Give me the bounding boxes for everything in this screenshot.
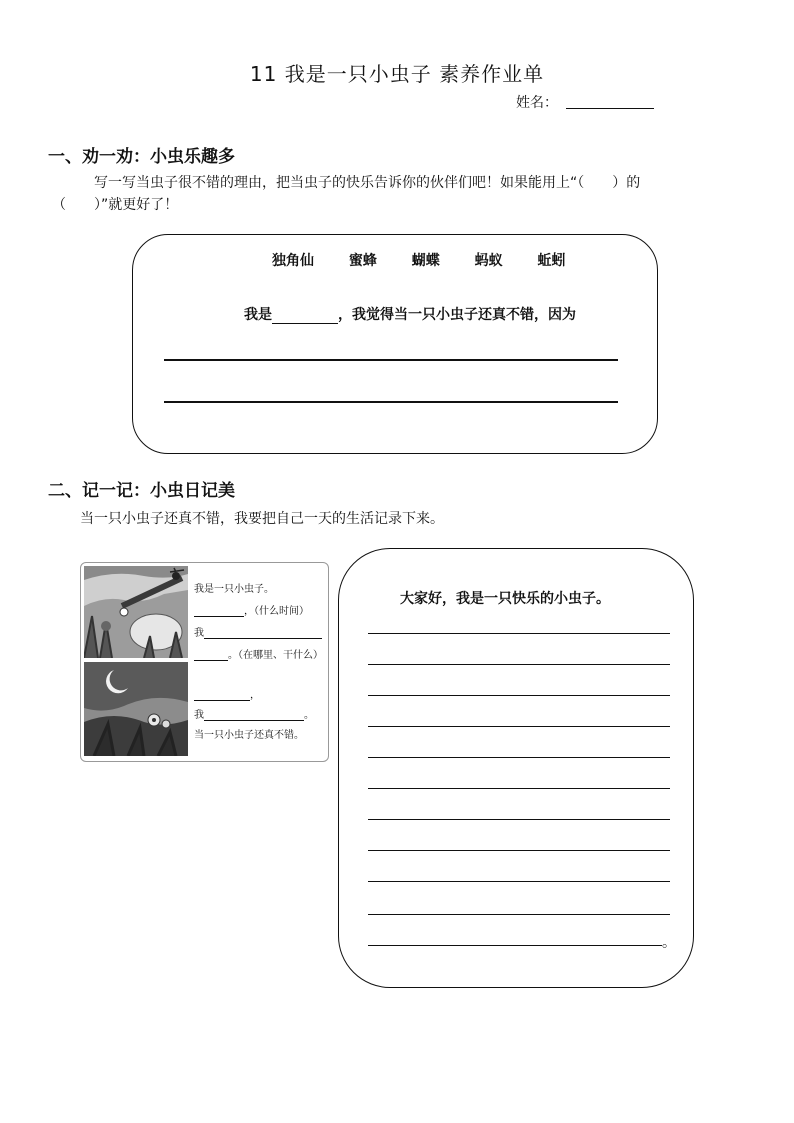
prompt-line3-prefix: 我 xyxy=(194,628,204,639)
diary-line[interactable] xyxy=(368,850,670,851)
diary-line[interactable] xyxy=(368,819,670,820)
time-blank[interactable] xyxy=(194,606,244,617)
insect-word-bank xyxy=(272,250,582,270)
prompt-line2 xyxy=(194,602,309,617)
diary-line[interactable] xyxy=(368,788,670,789)
diary-opening: 大家好，我是一只快乐的小虫子。 xyxy=(400,591,610,607)
insect-word: 蜜蜂 xyxy=(348,253,377,269)
page-title: 11 我是一只小虫子 素养作业单 xyxy=(249,62,545,86)
insect-name-blank[interactable] xyxy=(272,309,338,324)
sentence-suffix: ，我觉得当一只小虫子还真不错，因为 xyxy=(338,307,576,323)
diary-line[interactable] xyxy=(368,914,670,915)
section2-heading: 二、记一记：小虫日记美 xyxy=(48,481,235,501)
insect-word: 蝴蝶 xyxy=(411,253,440,269)
section1-heading: 一、劝一劝：小虫乐趣多 xyxy=(48,147,235,167)
activity-blank[interactable] xyxy=(204,628,322,639)
name-field[interactable] xyxy=(566,108,654,109)
diary-box xyxy=(338,548,694,988)
night-scene-illustration xyxy=(84,662,188,756)
time-blank-2[interactable] xyxy=(194,690,250,701)
prompt-line1: 我是一只小虫子。 xyxy=(194,584,274,595)
diary-end-mark: 。 xyxy=(662,935,676,951)
prompt-line6-suffix: 。 xyxy=(304,710,314,721)
prompt-line2-suffix: ，（什么时间） xyxy=(244,606,309,617)
section2-instruction: 当一只小虫子还真不错，我要把自己一天的生活记录下来。 xyxy=(80,511,444,527)
prompt-line3 xyxy=(194,624,322,639)
prompt-line6 xyxy=(194,706,314,721)
prompt-line5 xyxy=(194,686,260,701)
diary-line[interactable] xyxy=(368,664,670,665)
diary-line[interactable] xyxy=(368,726,670,727)
insect-on-grass-illustration xyxy=(84,566,188,658)
insect-word: 蚯蚓 xyxy=(537,253,566,269)
prompt-line4 xyxy=(194,646,323,661)
section1-instruction-line2: （ ）”就更好了！ xyxy=(52,197,179,213)
prompt-line6-prefix: 我 xyxy=(194,710,204,721)
sentence-prefix: 我是 xyxy=(244,307,272,323)
prompt-line5-suffix: ， xyxy=(250,690,260,701)
persuade-sentence xyxy=(244,304,576,324)
insect-word: 独角仙 xyxy=(272,253,314,269)
prompt-line7: 当一只小虫子还真不错。 xyxy=(194,730,304,741)
diary-line[interactable] xyxy=(368,881,670,882)
activity-blank-2[interactable] xyxy=(204,710,304,721)
prompt-line4-suffix: 。（在哪里、干什么） xyxy=(228,650,323,661)
diary-line[interactable] xyxy=(368,757,670,758)
diary-line[interactable] xyxy=(368,945,662,946)
answer-line[interactable] xyxy=(164,359,618,361)
insect-word: 蚂蚁 xyxy=(474,253,503,269)
answer-line[interactable] xyxy=(164,401,618,403)
place-blank[interactable] xyxy=(194,650,228,661)
diary-line[interactable] xyxy=(368,695,670,696)
section1-instruction-line1: 写一写当虫子很不错的理由，把当虫子的快乐告诉你的伙伴们吧！如果能用上“（ ）的 xyxy=(94,175,641,191)
name-label: 姓名： xyxy=(516,95,558,111)
diary-line[interactable] xyxy=(368,633,670,634)
